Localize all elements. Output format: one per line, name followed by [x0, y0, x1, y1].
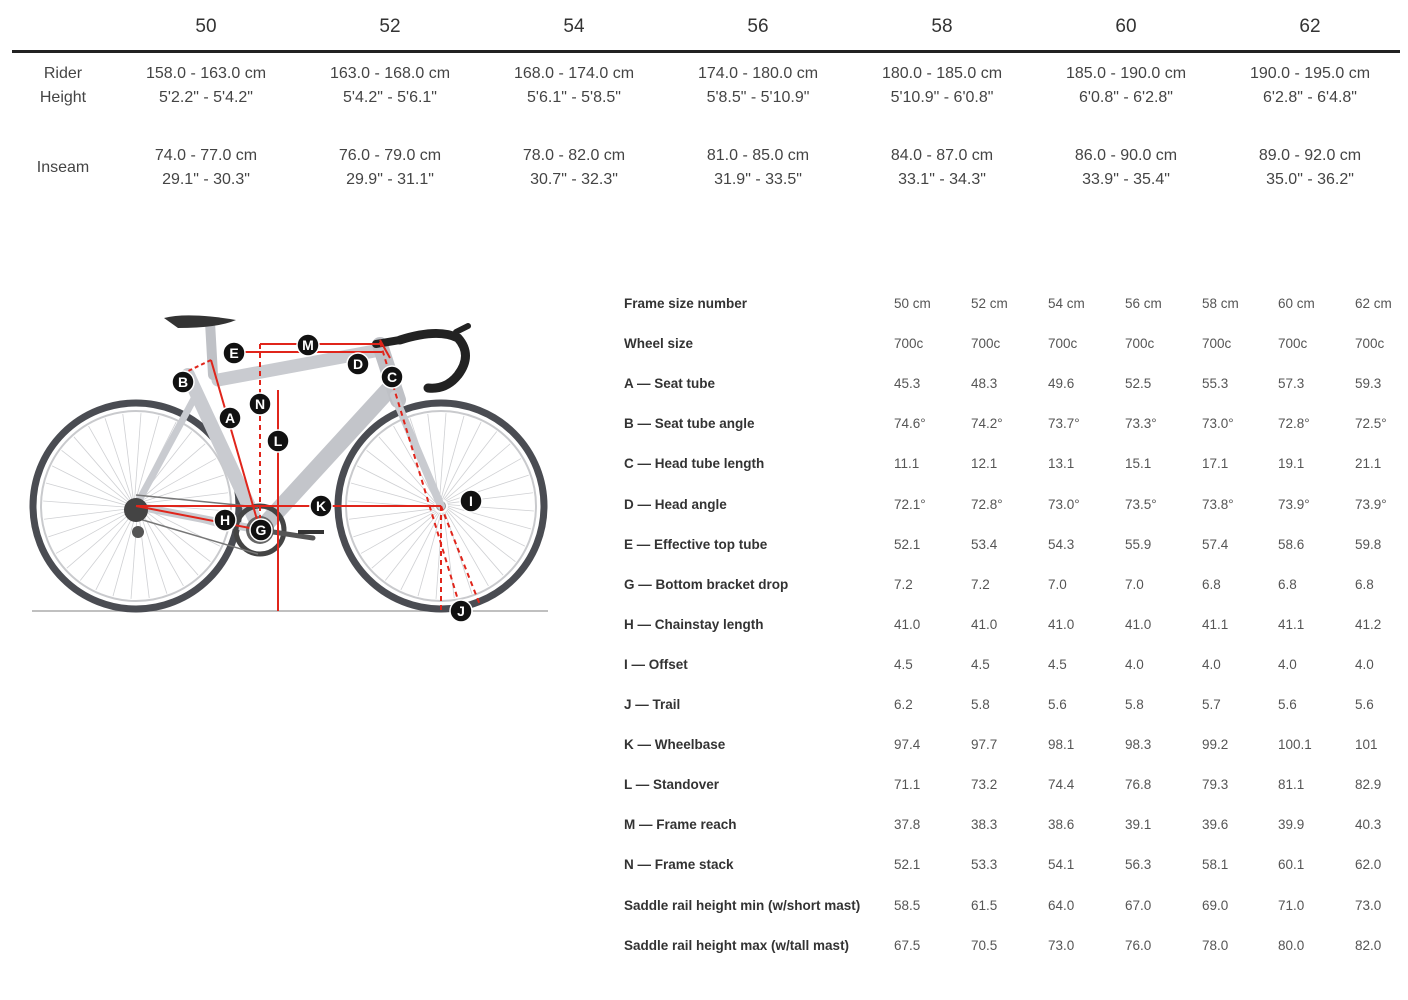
size-cell-imperial: 6'0.8" - 6'2.8": [1079, 89, 1173, 106]
geometry-cell: 19.1: [1278, 456, 1305, 472]
geometry-cell: 81.1: [1278, 777, 1305, 793]
size-cell: [1046, 144, 1206, 192]
size-column-header: 50: [195, 16, 217, 37]
bike-geometry-diagram: [28, 300, 558, 630]
geometry-cell: 70.5: [971, 937, 998, 953]
geometry-row-label: H — Chainstay length: [624, 616, 764, 632]
geometry-cell: 72.8°: [971, 496, 1003, 512]
geometry-row: [624, 497, 1404, 519]
geometry-cell: 73.3°: [1125, 416, 1157, 432]
geometry-cell: 82.0: [1355, 937, 1382, 953]
geometry-cell: 71.0: [1278, 897, 1305, 913]
size-cell-metric: 76.0 - 79.0 cm: [338, 147, 442, 164]
geometry-row-label: Saddle rail height max (w/tall mast): [624, 937, 850, 953]
geometry-cell: 700c: [894, 336, 924, 352]
spoke: [135, 413, 141, 499]
geometry-cell: 72.1°: [894, 496, 926, 512]
size-cell-imperial: 33.9" - 35.4": [1082, 171, 1170, 188]
size-row-label: [3, 62, 123, 110]
marker-i: [460, 490, 482, 512]
marker-a: [219, 407, 241, 429]
marker-m: [297, 334, 319, 356]
size-cell: [494, 144, 654, 192]
geometry-cell: 73.2: [971, 777, 998, 793]
marker-label: K: [315, 498, 327, 514]
geometry-cell: 49.6: [1048, 376, 1075, 392]
geometry-cell: 74.4: [1048, 777, 1075, 793]
size-cell-imperial: 5'4.2" - 5'6.1": [343, 89, 437, 106]
geometry-cell: 41.0: [1048, 616, 1075, 632]
geometry-row: [624, 416, 1404, 438]
geometry-cell: 58.1: [1202, 857, 1229, 873]
size-row-label-line: Rider: [43, 65, 83, 82]
geometry-cell: 53.4: [971, 536, 998, 552]
geometry-cell: 52.1: [894, 536, 921, 552]
geometry-row-label: J — Trail: [624, 697, 681, 712]
geometry-cell: 58 cm: [1202, 296, 1239, 311]
marker-label: A: [224, 410, 236, 426]
geometry-cell: 64.0: [1048, 897, 1075, 913]
saddle: [164, 315, 236, 328]
geometry-cell: 52 cm: [971, 296, 1008, 311]
geometry-cell: 17.1: [1202, 456, 1229, 472]
geometry-row: [624, 617, 1404, 639]
geometry-cell: 6.2: [894, 697, 913, 712]
size-cell-metric: 185.0 - 190.0 cm: [1065, 65, 1187, 82]
geometry-cell: 54 cm: [1048, 296, 1085, 311]
geometry-row-label: Wheel size: [624, 336, 694, 352]
geometry-cell: 74.2°: [971, 416, 1003, 432]
geometry-cell: 57.3: [1278, 376, 1305, 392]
size-cell-imperial: 31.9" - 33.5": [714, 171, 802, 188]
size-row-label-line: Height: [39, 89, 87, 106]
geometry-cell: 13.1: [1048, 456, 1075, 472]
geometry-cell: 60.1: [1278, 857, 1305, 873]
marker-label: D: [352, 356, 364, 372]
spoke: [447, 509, 515, 562]
geometry-row-label: G — Bottom bracket drop: [624, 576, 789, 592]
geometry-cell: 71.1: [894, 777, 921, 793]
geometry-cell: 41.1: [1278, 616, 1305, 632]
geometry-cell: 5.7: [1202, 697, 1221, 712]
marker-label: L: [273, 433, 283, 449]
geometry-cell: 5.6: [1278, 697, 1297, 712]
geometry-cell: 39.9: [1278, 817, 1305, 833]
geometry-cell: 4.5: [1048, 656, 1067, 672]
marker-d: [347, 353, 369, 375]
geometry-cell: 7.0: [1048, 576, 1067, 592]
spoke: [80, 512, 133, 580]
geometry-cell: 62.0: [1355, 857, 1382, 873]
marker-l: [267, 430, 289, 452]
size-column-header: 62: [1299, 16, 1321, 37]
geometry-row: [624, 577, 1404, 599]
spoke: [385, 512, 438, 580]
bike-svg: [28, 300, 558, 630]
size-cell-imperial: 5'10.9" - 6'0.8": [890, 89, 994, 106]
size-cell-imperial: 30.7" - 32.3": [530, 171, 618, 188]
geometry-cell: 700c: [971, 336, 1001, 352]
geometry-cell: 53.3: [971, 857, 998, 873]
geometry-cell: 79.3: [1202, 777, 1229, 793]
geometry-cell: 98.3: [1125, 737, 1152, 753]
geometry-row-label: A — Seat tube: [624, 376, 716, 392]
geometry-cell: 73.5°: [1125, 496, 1157, 512]
size-cell-metric: 78.0 - 82.0 cm: [522, 147, 626, 164]
geometry-cell: 99.2: [1202, 737, 1229, 753]
geometry-cell: 58.5: [894, 897, 921, 913]
geometry-cell: 56.3: [1125, 857, 1152, 873]
spoke: [442, 422, 481, 499]
geometry-cell: 82.9: [1355, 777, 1382, 793]
marker-g: [250, 519, 272, 541]
marker-b: [172, 371, 194, 393]
geometry-cell: 6.8: [1278, 576, 1297, 592]
spoke: [141, 511, 183, 586]
geometry-row: [624, 938, 1404, 960]
geometry-row-label: M — Frame reach: [624, 817, 737, 833]
geometry-row-label: Frame size number: [624, 296, 748, 311]
size-cell: [126, 144, 286, 192]
geometry-row: [624, 777, 1404, 799]
spoke: [131, 513, 137, 599]
size-cell-imperial: 29.9" - 31.1": [346, 171, 434, 188]
geometry-row-label: D — Head angle: [624, 496, 727, 512]
geometry-cell: 6.8: [1355, 576, 1374, 592]
geometry-cell: 7.2: [894, 576, 913, 592]
spoke: [52, 466, 129, 505]
size-cell-metric: 168.0 - 174.0 cm: [513, 65, 635, 82]
geometry-cell: 5.6: [1048, 697, 1067, 712]
size-column-header: 52: [379, 16, 401, 37]
geometry-row: [624, 537, 1404, 559]
geometry-cell: 55.3: [1202, 376, 1229, 392]
size-cell-imperial: 29.1" - 30.3": [162, 171, 250, 188]
size-cell-metric: 190.0 - 195.0 cm: [1249, 65, 1371, 82]
geometry-cell: 52.1: [894, 857, 921, 873]
geometry-cell: 12.1: [971, 456, 998, 472]
spoke: [448, 507, 525, 546]
geometry-cell: 73.0: [1048, 937, 1075, 953]
size-cell: [126, 62, 286, 110]
marker-n: [249, 393, 271, 415]
geometry-cell: 76.0: [1125, 937, 1152, 953]
geometry-cell: 62 cm: [1355, 296, 1392, 311]
marker-c: [381, 366, 403, 388]
size-cell: [678, 62, 838, 110]
geometry-cell: 97.4: [894, 737, 921, 753]
geometry-cell: 6.8: [1202, 576, 1221, 592]
geometry-cell: 54.1: [1048, 857, 1075, 873]
geometry-row-label: I — Offset: [624, 656, 688, 672]
marker-h: [214, 509, 236, 531]
geometry-cell: 73.0°: [1202, 416, 1234, 432]
spoke: [89, 426, 131, 501]
size-cell-metric: 74.0 - 77.0 cm: [154, 147, 258, 164]
geometry-row-label: E — Effective top tube: [624, 536, 768, 552]
geometry-cell: 39.6: [1202, 817, 1229, 833]
geometry-row-label: C — Head tube length: [624, 456, 765, 472]
geometry-cell: 700c: [1355, 336, 1385, 352]
spoke: [43, 501, 129, 507]
spoke: [446, 459, 521, 501]
size-cell: [1046, 62, 1206, 110]
size-cell-metric: 81.0 - 85.0 cm: [706, 147, 810, 164]
size-row-label-line: Inseam: [36, 159, 90, 176]
spoke: [440, 413, 446, 499]
geometry-row: [624, 376, 1404, 398]
marker-label: B: [177, 374, 189, 390]
size-column-header: 56: [747, 16, 769, 37]
geometry-cell: 50 cm: [894, 296, 931, 311]
marker-k: [310, 495, 332, 517]
geometry-cell: 67.0: [1125, 897, 1152, 913]
geometry-cell: 73.7°: [1048, 416, 1080, 432]
geometry-row-label: K — Wheelbase: [624, 737, 726, 753]
geometry-cell: 73.0°: [1048, 496, 1080, 512]
geometry-row: [624, 296, 1404, 318]
geometry-cell: 59.8: [1355, 536, 1382, 552]
geometry-cell: 100.1: [1278, 737, 1312, 753]
geometry-cell: 4.0: [1125, 656, 1144, 672]
geometry-cell: 58.6: [1278, 536, 1305, 552]
size-cell: [310, 62, 470, 110]
marker-j: [450, 600, 472, 622]
size-cell: [494, 62, 654, 110]
geometry-cell: 61.5: [971, 897, 998, 913]
geometry-cell: 78.0: [1202, 937, 1229, 953]
size-column-header: 54: [563, 16, 585, 37]
geometry-cell: 700c: [1202, 336, 1232, 352]
size-cell-metric: 86.0 - 90.0 cm: [1074, 147, 1178, 164]
geometry-row-label: Saddle rail height min (w/short mast): [624, 897, 861, 913]
geometry-cell: 7.2: [971, 576, 990, 592]
size-cell: [1230, 144, 1390, 192]
geometry-cell: 40.3: [1355, 817, 1382, 833]
size-cell-imperial: 5'6.1" - 5'8.5": [527, 89, 621, 106]
geometry-cell: 7.0: [1125, 576, 1144, 592]
size-cell: [678, 144, 838, 192]
size-cell-metric: 158.0 - 163.0 cm: [145, 65, 267, 82]
geometry-cell: 57.4: [1202, 536, 1229, 552]
geometry-cell: 41.1: [1202, 616, 1229, 632]
geometry-cell: 41.2: [1355, 616, 1382, 632]
geometry-cell: 54.3: [1048, 536, 1075, 552]
size-column-header: 60: [1115, 16, 1137, 37]
geometry-row: [624, 657, 1404, 679]
geometry-row: [624, 456, 1404, 478]
geometry-cell: 37.8: [894, 817, 921, 833]
geometry-cell: 4.0: [1355, 656, 1374, 672]
geometry-cell: 45.3: [894, 376, 921, 392]
geometry-row-label: L — Standover: [624, 777, 720, 793]
geometry-cell: 39.1: [1125, 817, 1152, 833]
geometry-cell: 59.3: [1355, 376, 1382, 392]
size-cell-metric: 163.0 - 168.0 cm: [329, 65, 451, 82]
spoke: [62, 450, 130, 503]
geometry-cell: 5.8: [1125, 697, 1144, 712]
geometry-cell: 97.7: [971, 737, 998, 753]
geometry-cell: 5.8: [971, 697, 990, 712]
geometry-cell: 700c: [1278, 336, 1308, 352]
geometry-cell: 700c: [1048, 336, 1078, 352]
spoke: [401, 513, 440, 590]
geometry-cell: 5.6: [1355, 697, 1374, 712]
geometry-cell: 80.0: [1278, 937, 1305, 953]
geometry-cell: 69.0: [1202, 897, 1229, 913]
size-cell-metric: 89.0 - 92.0 cm: [1258, 147, 1362, 164]
marker-label: G: [255, 522, 267, 538]
geometry-cell: 4.5: [894, 656, 913, 672]
geometry-cell: 76.8: [1125, 777, 1152, 793]
geometry-row: [624, 336, 1404, 358]
geometry-cell: 15.1: [1125, 456, 1152, 472]
geometry-cell: 41.0: [894, 616, 921, 632]
geometry-row-label: B — Seat tube angle: [624, 416, 755, 432]
geometry-cell: 4.0: [1278, 656, 1297, 672]
geometry-cell: 101: [1355, 737, 1378, 753]
size-cell: [1230, 62, 1390, 110]
geometry-cell: 41.0: [971, 616, 998, 632]
marker-label: H: [219, 512, 231, 528]
geometry-cell: 73.9°: [1278, 496, 1310, 512]
geometry-row: [624, 898, 1404, 920]
spoke: [96, 513, 135, 590]
size-cell: [862, 144, 1022, 192]
marker-label: E: [229, 345, 239, 361]
geometry-cell: 72.5°: [1355, 416, 1387, 432]
size-column-header: 58: [931, 16, 953, 37]
geometry-cell: 56 cm: [1125, 296, 1162, 311]
geometry-cell: 38.3: [971, 817, 998, 833]
marker-e: [223, 342, 245, 364]
geometry-cell: 41.0: [1125, 616, 1152, 632]
size-cell-metric: 174.0 - 180.0 cm: [697, 65, 819, 82]
size-cell: [862, 62, 1022, 110]
geometry-cell: 11.1: [894, 456, 920, 472]
geometry-cell: 60 cm: [1278, 296, 1315, 311]
geometry-cell: 52.5: [1125, 376, 1152, 392]
size-cell-imperial: 33.1" - 34.3": [898, 171, 986, 188]
marker-label: M: [302, 337, 314, 353]
geometry-row: [624, 817, 1404, 839]
marker-label: C: [386, 369, 398, 385]
geometry-cell: 74.6°: [894, 416, 926, 432]
geometry-cell: 67.5: [894, 937, 921, 953]
spoke: [361, 511, 436, 553]
spoke: [56, 511, 131, 553]
size-cell: [310, 144, 470, 192]
geometry-row: [624, 737, 1404, 759]
marker-label: J: [457, 603, 465, 619]
geometry-cell: 700c: [1125, 336, 1155, 352]
geometry-cell: 4.0: [1202, 656, 1221, 672]
geometry-row-label: N — Frame stack: [624, 857, 734, 873]
geometry-cell: 55.9: [1125, 536, 1152, 552]
size-cell-imperial: 6'2.8" - 6'4.8": [1263, 89, 1357, 106]
marker-label: N: [254, 396, 266, 412]
geometry-cell: 73.9°: [1355, 496, 1387, 512]
geometry-cell: 48.3: [971, 376, 998, 392]
geometry-row: [624, 857, 1404, 879]
geometry-cell: 38.6: [1048, 817, 1075, 833]
geometry-cell: 21.1: [1355, 456, 1382, 472]
geometry-cell: 73.0: [1355, 897, 1382, 913]
geometry-cell: 4.5: [971, 656, 990, 672]
geometry-cell: 72.8°: [1278, 416, 1310, 432]
geometry-cell: 73.8°: [1202, 496, 1234, 512]
marker-label: I: [469, 493, 473, 509]
size-cell-metric: 84.0 - 87.0 cm: [890, 147, 994, 164]
size-cell-metric: 180.0 - 185.0 cm: [881, 65, 1003, 82]
size-row-label: [3, 156, 123, 180]
geometry-row: [624, 697, 1404, 719]
size-cell-imperial: 5'8.5" - 5'10.9": [706, 89, 810, 106]
size-cell-imperial: 5'2.2" - 5'4.2": [159, 89, 253, 106]
geometry-cell: 98.1: [1048, 737, 1075, 753]
size-cell-imperial: 35.0" - 36.2": [1266, 171, 1354, 188]
